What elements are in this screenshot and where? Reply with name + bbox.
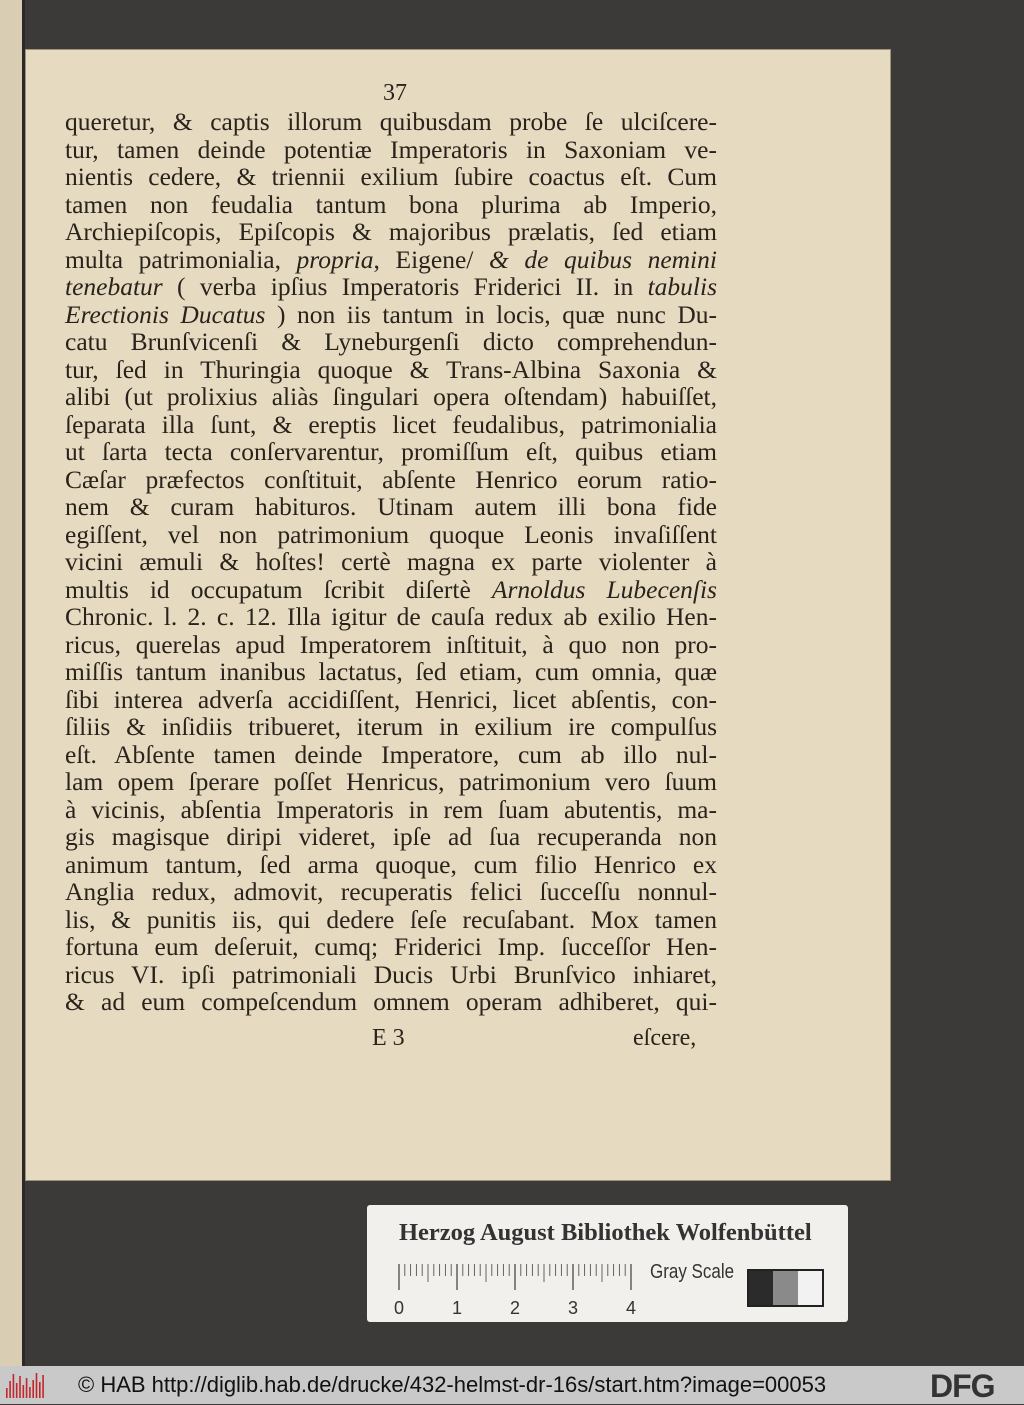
text-segment: ) non iis tantum in locis, quæ nunc Du-: [265, 299, 718, 329]
ruler-scale: [393, 1260, 647, 1318]
signature-mark: E 3: [372, 1025, 405, 1051]
text-line: [65, 328, 717, 356]
text-segment: à vicinis, abſentia Imperatoris in rem ſuam abutentis, ma-: [65, 794, 717, 824]
text-segment: gis magisque diripi videret, ipſe ad ſua recuperanda non: [65, 822, 717, 851]
text-line: [65, 163, 717, 191]
hab-logo-icon: [6, 1372, 46, 1398]
text-line: [65, 273, 717, 301]
dfg-logo: DFG: [930, 1368, 995, 1404]
text-line: [65, 466, 717, 494]
gray-scale-label: Gray Scale: [650, 1261, 735, 1283]
text-segment: lis, & punitis iis, qui dedere ſeſe recuſabant. Mox tamen: [65, 904, 717, 934]
text-segment: Cæſar præfectos conſtituit, abſente Henrico eorum ratio-: [65, 464, 717, 494]
italic-text: Erectionis Ducatus: [65, 299, 266, 329]
italic-text: & de quibus nemini: [488, 244, 717, 274]
text-segment: ut ſarta tecta conſervarentur, promiſſum eſt, quibus etiam: [65, 437, 717, 466]
text-segment: nientis cedere, & triennii exilium ſubire coactus eſt. Cum: [65, 162, 717, 191]
text-segment: multa patrimonialia,: [65, 244, 297, 274]
italic-text: propria: [296, 244, 374, 274]
page-number: 37: [383, 80, 407, 106]
text-line: [65, 301, 717, 329]
text-line: [65, 988, 717, 1016]
text-segment: egiſſent, vel non patrimonium quoque Leonis invaſiſſent: [65, 519, 717, 549]
text-line: [65, 631, 717, 659]
text-line: [65, 686, 717, 714]
text-line: [65, 961, 717, 989]
ruler-tick-label: 1: [451, 1298, 463, 1318]
text-segment: eſt. Abſente tamen deinde Imperatore, cum ab illo nul-: [65, 739, 717, 769]
text-line: [65, 356, 717, 384]
italic-text: tenebatur: [65, 272, 163, 301]
facing-page-edge: [0, 0, 25, 1366]
text-line: [65, 246, 717, 274]
text-segment: ricus, querelas apud Imperatorem inſtituit, à quo non pro-: [65, 629, 717, 659]
text-segment: animum tantum, ſed arma quoque, cum filio Henrico ex: [65, 849, 717, 879]
text-segment: ſibi interea adverſa accidiſſent, Henrici, licet abſentis, con-: [65, 684, 717, 714]
text-segment: catu Brunſvicenſi & Lyneburgenſi dicto comprehendun-: [65, 327, 717, 356]
text-line: [65, 108, 717, 136]
text-segment: tur, ſed in Thuringia quoque & Trans-Albina Saxonia &: [65, 354, 717, 384]
gray-swatch: [798, 1271, 822, 1305]
text-segment: ſiliis & inſidiis tribueret, iterum in exilium ire compulſus: [65, 712, 717, 741]
text-line: [65, 438, 717, 466]
catchword: eſcere,: [633, 1025, 697, 1051]
text-segment: queretur, & captis illorum quibusdam probe ſe ulciſcere-: [65, 107, 717, 136]
text-segment: & ad eum compeſcendum omnem operam adhiberet, qui-: [65, 987, 717, 1016]
text-line: [65, 576, 717, 604]
italic-text: Arnoldus Lubecenſis: [491, 574, 717, 604]
footer-bar: [0, 1366, 1024, 1404]
text-line: [65, 796, 717, 824]
text-segment: alibi (ut prolixius aliàs ſingulari opera oſtendam) habuiſſet,: [65, 382, 717, 411]
text-line: [65, 768, 717, 796]
text-line: [65, 521, 717, 549]
ruler-tick-label: 2: [509, 1298, 521, 1318]
text-segment: , Eigene/: [373, 244, 489, 274]
page-body-text: [65, 108, 717, 1016]
text-line: [65, 906, 717, 934]
copyright-url: © HAB http://diglib.hab.de/drucke/432-helmst-dr-16s/start.htm?image=00053: [78, 1372, 827, 1397]
text-line: [65, 603, 717, 631]
text-line: [65, 823, 717, 851]
gray-swatch: [773, 1271, 797, 1305]
text-segment: vicini æmuli & hoſtes! certè magna ex parte violenter à: [65, 547, 717, 576]
text-segment: ricus VI. ipſi patrimoniali Ducis Urbi Brunſvico inhiaret,: [65, 959, 717, 989]
ruler-tick-label: 4: [625, 1298, 637, 1318]
text-segment: Chronic. l. 2. c. 12. Illa igitur de cauſa redux ab exilio Hen-: [65, 602, 717, 631]
text-segment: ( verba ipſius Imperatoris Friderici II. in: [162, 272, 648, 301]
text-segment: tur, tamen deinde potentiæ Imperatoris in Saxoniam ve-: [65, 134, 717, 164]
text-line: [65, 191, 717, 219]
text-line: [65, 218, 717, 246]
ruler-tick-label: 0: [393, 1298, 405, 1318]
text-line: [65, 493, 717, 521]
text-segment: tamen non feudalia tantum bona plurima ab Imperio,: [65, 189, 717, 219]
italic-text: tabulis: [647, 272, 717, 301]
text-line: [65, 878, 717, 906]
gray-swatch: [749, 1271, 773, 1305]
text-line: [65, 411, 717, 439]
text-line: [65, 933, 717, 961]
text-segment: nem & curam habituros. Utinam autem illi bona fide: [65, 492, 717, 521]
text-segment: multis id occupatum ſcribit diſertè: [65, 574, 492, 604]
text-line: [65, 658, 717, 686]
library-name: Herzog August Bibliothek Wolfenbüttel: [399, 1219, 812, 1246]
gray-scale-swatches: [747, 1269, 824, 1307]
text-line: [65, 713, 717, 741]
ruler-tick-label: 3: [567, 1298, 579, 1318]
text-segment: Archiepiſcopis, Epiſcopis & majoribus prælatis, ſed etiam: [65, 217, 717, 246]
text-line: [65, 136, 717, 164]
text-line: [65, 741, 717, 769]
text-segment: miſſis tantum inanibus lactatus, ſed etiam, cum omnia, quæ: [65, 657, 717, 686]
text-line: [65, 548, 717, 576]
text-line: [65, 851, 717, 879]
text-line: [65, 383, 717, 411]
text-segment: fortuna eum deſeruit, cumq; Friderici Imp. ſucceſſor Hen-: [65, 932, 717, 961]
text-segment: Anglia redux, admovit, recuperatis felici ſucceſſu nonnul-: [65, 877, 717, 906]
text-segment: ſeparata illa ſunt, & ereptis licet feudalibus, patrimonialia: [65, 409, 717, 439]
library-color-target: [367, 1205, 848, 1322]
text-segment: lam opem ſperare poſſet Henricus, patrimonium vero ſuum: [65, 767, 717, 796]
